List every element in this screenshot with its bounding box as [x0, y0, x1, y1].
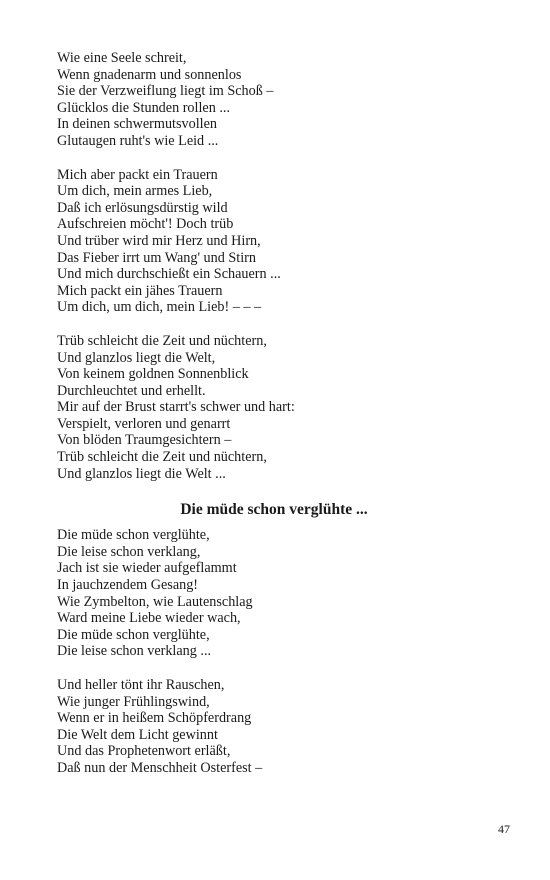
- verse-line: Um dich, um dich, mein Lieb! – – –: [57, 299, 262, 316]
- verse-line: Die Welt dem Licht gewinnt: [57, 726, 218, 743]
- poem-continued: [57, 50, 497, 482]
- verse-line: Und mich durchschießt ein Schauern ...: [57, 266, 281, 283]
- verse-line: Mich aber packt ein Trauern: [57, 166, 218, 183]
- stanza: [57, 50, 497, 150]
- verse-line: Jach ist sie wieder aufgeflammt: [57, 560, 237, 577]
- verse-line: Trüb schleicht die Zeit und nüchtern,: [57, 449, 267, 466]
- verse-line: Von blöden Traumgesichtern –: [57, 432, 232, 449]
- verse-line: Wenn er in heißem Schöpferdrang: [57, 710, 252, 727]
- verse-line: Das Fieber irrt um Wang' und Stirn: [57, 249, 256, 266]
- poem-title: Die müde schon verglühte ...: [180, 501, 368, 519]
- page-body: [57, 50, 497, 794]
- stanza: [57, 527, 497, 660]
- verse-line: In jauchzendem Gesang!: [57, 577, 199, 594]
- verse-line: Durchleuchtet und erhellt.: [57, 382, 206, 399]
- verse-line: Mich packt ein jähes Trauern: [57, 282, 223, 299]
- verse-line: Mir auf der Brust starrt's schwer und hart:: [57, 399, 295, 416]
- verse-line: Aufschreien möcht'! Doch trüb: [57, 216, 234, 233]
- verse-line: Die müde schon verglühte,: [57, 626, 210, 643]
- verse-line: Glücklos die Stunden rollen ...: [57, 99, 230, 116]
- stanza: [57, 333, 497, 482]
- verse-line: Und glanzlos liegt die Welt ...: [57, 465, 226, 482]
- verse-line: Und heller tönt ihr Rauschen,: [57, 677, 225, 693]
- verse-line: Daß nun der Menschheit Osterfest –: [57, 759, 263, 776]
- verse-line: Wenn gnadenarm und sonnenlos: [57, 66, 242, 83]
- verse-line: Die müde schon verglühte,: [57, 527, 210, 544]
- verse-line: Daß ich erlösungsdürstig wild: [57, 199, 228, 216]
- verse-line: Von keinem goldnen Sonnenblick: [57, 366, 249, 383]
- verse-line: Wie junger Frühlingswind,: [57, 693, 210, 710]
- verse-line: Wie eine Seele schreit,: [57, 50, 187, 66]
- verse-line: Glutaugen ruht's wie Leid ...: [57, 132, 219, 149]
- stanza: [57, 167, 497, 316]
- verse-line: Und glanzlos liegt die Welt,: [57, 349, 216, 366]
- verse-line: Verspielt, verloren und genarrt: [57, 415, 231, 432]
- verse-line: Und das Prophetenwort erläßt,: [57, 743, 231, 760]
- verse-line: Um dich, mein armes Lieb,: [57, 183, 213, 200]
- verse-line: Die leise schon verklang,: [57, 543, 201, 560]
- verse-line: Sie der Verzweiflung liegt im Schoß –: [57, 83, 274, 100]
- verse-line: Trüb schleicht die Zeit und nüchtern,: [57, 332, 267, 349]
- verse-line: Die leise schon verklang ...: [57, 643, 212, 660]
- stanza: [57, 677, 497, 777]
- page-number: 47: [498, 822, 510, 836]
- verse-line: Wie Zymbelton, wie Lautenschlag: [57, 593, 253, 610]
- verse-line: In deinen schwermutsvollen: [57, 116, 217, 133]
- poem-die-muede: [57, 527, 497, 776]
- verse-line: Ward meine Liebe wieder wach,: [57, 610, 241, 627]
- verse-line: Und trüber wird mir Herz und Hirn,: [57, 232, 261, 249]
